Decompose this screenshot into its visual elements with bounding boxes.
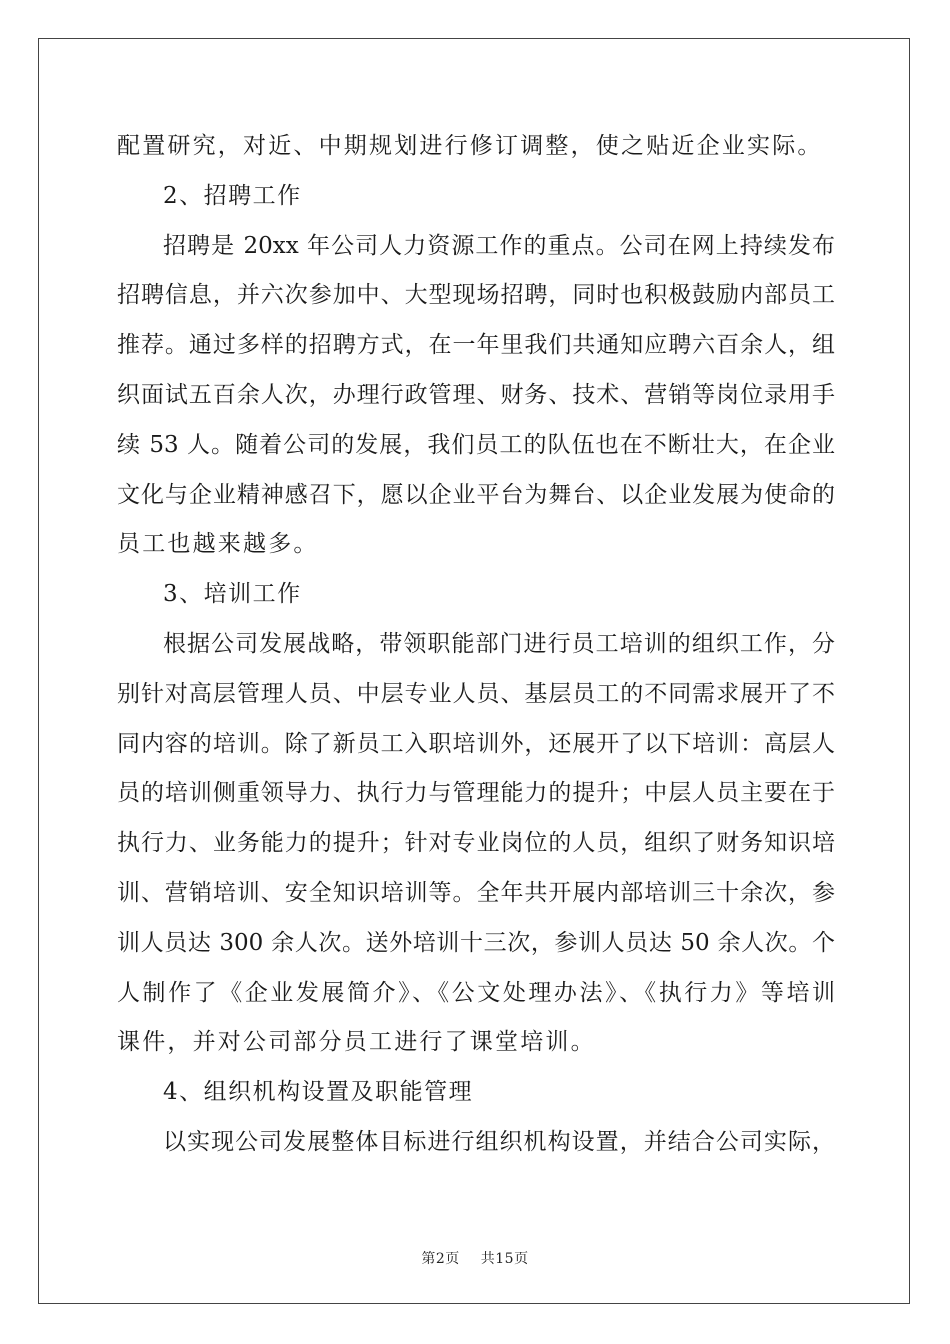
paragraph-line: 文化与企业精神感召下，愿以企业平台为舞台、以企业发展为使命的 xyxy=(117,481,835,508)
paragraph-line: 根据公司发展战略，带领职能部门进行员工培训的组织工作，分 xyxy=(163,630,835,657)
paragraph-line: 训人员达 300 余人次。送外培训十三次，参训人员达 50 余人次。个 xyxy=(117,929,835,956)
section-heading: 3、培训工作 xyxy=(163,581,302,608)
paragraph-line: 同内容的培训。除了新员工入职培训外，还展开了以下培训：高层人 xyxy=(117,730,835,757)
paragraph-line: 招聘是 20xx 年公司人力资源工作的重点。公司在网上持续发布 xyxy=(163,232,835,259)
section-heading: 4、组织机构设置及职能管理 xyxy=(163,1079,474,1106)
paragraph-line: 员的培训侧重领导力、执行力与管理能力的提升；中层人员主要在于 xyxy=(117,780,835,807)
paragraph-line: 别针对高层管理人员、中层专业人员、基层员工的不同需求展开了不 xyxy=(117,680,835,707)
page-footer xyxy=(0,1248,950,1268)
paragraph-line: 以实现公司发展整体目标进行组织机构设置，并结合公司实际， xyxy=(163,1128,835,1155)
paragraph-line: 续 53 人。随着公司的发展，我们员工的队伍也在不断壮大，在企业 xyxy=(117,431,835,458)
section-heading: 2、招聘工作 xyxy=(163,182,302,209)
paragraph-line: 招聘信息，并六次参加中、大型现场招聘，同时也积极鼓励内部员工 xyxy=(117,282,835,309)
document-body xyxy=(117,122,835,1168)
page-total: 共15页 xyxy=(480,1251,529,1267)
paragraph-line: 执行力、业务能力的提升；针对专业岗位的人员，组织了财务知识培 xyxy=(117,830,835,857)
page-number: 第2页 xyxy=(421,1251,460,1267)
paragraph-line: 配置研究，对近、中期规划进行修订调整，使之贴近企业实际。 xyxy=(117,133,823,159)
paragraph-line: 推荐。通过多样的招聘方式，在一年里我们共通知应聘六百余人，组 xyxy=(117,332,835,359)
paragraph-line: 训、营销培训、安全知识培训等。全年共开展内部培训三十余次，参 xyxy=(117,879,835,906)
paragraph-line: 人制作了《企业发展简介》、《公文处理办法》、《执行力》等培训 xyxy=(117,979,835,1006)
paragraph-line: 员工也越来越多。 xyxy=(117,531,319,558)
paragraph-line: 织面试五百余人次，办理行政管理、财务、技术、营销等岗位录用手 xyxy=(117,381,835,408)
paragraph-line: 课件，并对公司部分员工进行了课堂培训。 xyxy=(117,1029,596,1056)
